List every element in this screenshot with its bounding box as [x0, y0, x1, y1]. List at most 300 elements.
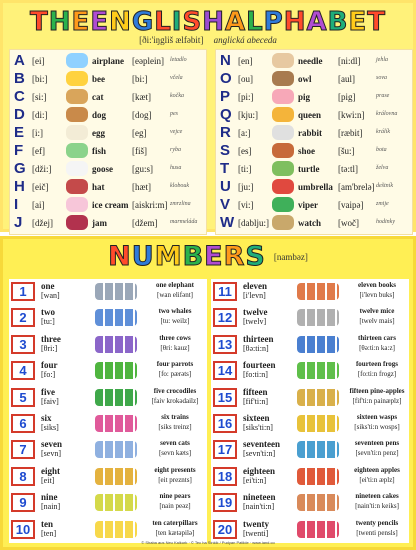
alphabet-row [10, 178, 206, 196]
translation: želva [376, 165, 389, 171]
alphabet-title-letter: A [224, 7, 247, 37]
number-phonetic: [ten] [41, 528, 57, 538]
illustration-icon [66, 89, 88, 104]
numbers-title [3, 241, 413, 275]
letter-phonetic: [bi:] [32, 74, 48, 84]
number-box: 4 [11, 361, 35, 380]
letter-phonetic: [i:] [32, 128, 43, 138]
word-phonetic: [gu:s] [132, 164, 153, 174]
letter-phonetic: [vi:] [238, 200, 254, 210]
letter-phonetic: [eič] [32, 182, 49, 192]
letter: D [14, 106, 25, 123]
word-phonetic: [pig] [338, 92, 356, 102]
illustration-icon [297, 336, 339, 353]
word-phonetic: [kwi:n] [338, 110, 365, 120]
number-box: 6 [11, 414, 35, 433]
number-row [211, 305, 409, 331]
word-phonetic: [aul] [338, 74, 355, 84]
word-phonetic: [bi:] [132, 74, 148, 84]
letter: I [14, 196, 19, 213]
illustration-icon [272, 71, 294, 86]
numbers-title-letter: B [182, 241, 205, 272]
translation: jehla [376, 57, 388, 63]
letter-phonetic: [en] [238, 56, 253, 66]
phrase: nine pears [159, 492, 191, 501]
number-word: three [41, 333, 61, 344]
number-phonetic: [eit] [41, 475, 55, 485]
word: umbrella [298, 182, 333, 192]
numbers-title-letter: U [131, 241, 155, 272]
numbers-title-letter: S [245, 241, 266, 272]
phrase-phonetic: [nain peəz] [159, 502, 191, 511]
alphabet-row [216, 124, 412, 142]
alphabet-row [216, 214, 412, 232]
word: hat [92, 182, 105, 192]
alphabet-subtitle-phonetic: [ði:'iŋgliš ælfəbit] [139, 35, 204, 45]
illustration-icon [95, 521, 137, 538]
phrase: twenty pencils [355, 518, 399, 527]
alphabet-row [216, 142, 412, 160]
translation: deštník [376, 183, 393, 189]
translation: klobouk [170, 183, 189, 189]
alphabet-row [10, 124, 206, 142]
illustration-icon [66, 179, 88, 194]
illustration-icon [272, 215, 294, 230]
translation: ryba [170, 147, 181, 153]
illustration-icon [66, 125, 88, 140]
alphabet-title-letter: L [246, 7, 264, 37]
number-word: six [41, 413, 52, 423]
number-row [211, 332, 409, 358]
letter-phonetic: [pi:] [238, 92, 254, 102]
word-phonetic: [ni:dl] [338, 56, 361, 66]
numbers-column-left [9, 279, 207, 543]
illustration-icon [272, 53, 294, 68]
number-word: ten [41, 518, 53, 529]
number-box: 1 [11, 282, 35, 301]
alphabet-title-letter: G [131, 7, 155, 37]
alphabet-row [10, 214, 206, 232]
phrase-phonetic: [θri: kauz] [160, 343, 190, 352]
alphabet-row [216, 52, 412, 70]
word: ice cream [92, 200, 129, 210]
illustration-icon [297, 494, 339, 511]
translation: marmeláda [170, 219, 198, 225]
phrase-phonetic: [θə:ti:n ka:z] [359, 343, 395, 352]
number-box: 5 [11, 388, 35, 407]
illustration-icon [95, 362, 137, 379]
word: watch [298, 218, 321, 228]
letter: R [220, 124, 231, 141]
word: shoe [298, 146, 316, 156]
letter: P [220, 88, 231, 105]
phrase: thirteen cars [358, 333, 396, 342]
number-word: eighteen [243, 465, 275, 476]
letter: B [14, 70, 25, 87]
letter-phonetic: [es] [238, 146, 252, 156]
letter: J [14, 214, 23, 231]
illustration-icon [272, 143, 294, 158]
number-phonetic: [fo:] [41, 370, 56, 380]
number-box: 3 [11, 335, 35, 354]
word: dog [92, 110, 107, 120]
letter-phonetic: [džej] [32, 218, 53, 228]
alphabet-title-letter: I [171, 7, 183, 37]
number-row [9, 411, 207, 437]
number-box: 18 [213, 467, 237, 486]
number-box: 7 [11, 440, 35, 459]
alphabet-row [216, 160, 412, 178]
illustration-icon [95, 389, 137, 406]
letter: O [220, 70, 232, 87]
phrase: fifteen pine-apples [349, 386, 405, 395]
numbers-title-letter: R [223, 241, 246, 272]
number-word: fourteen [243, 360, 276, 371]
word-phonetic: [vaipə] [338, 200, 364, 210]
illustration-icon [272, 161, 294, 176]
word: fish [92, 146, 107, 156]
phrase-phonetic: [tu: weilz] [160, 317, 190, 326]
word: needle [298, 56, 323, 66]
letter-phonetic: [kju:] [238, 110, 258, 120]
translation: bota [376, 147, 387, 153]
number-phonetic: [fo:ti:n] [243, 370, 268, 380]
illustration-icon [66, 197, 88, 212]
number-word: seventeen [243, 439, 280, 450]
number-phonetic: [nain] [41, 502, 61, 512]
alphabet-subtitle-translation: anglická abeceda [213, 35, 277, 45]
phrase: six trains [161, 413, 189, 421]
number-word: nine [41, 492, 58, 503]
letter: H [14, 178, 25, 195]
number-word: fifteen [243, 386, 268, 397]
letter-phonetic: [ti:] [238, 164, 252, 174]
word-phonetic: [eg] [132, 128, 147, 138]
phrase-phonetic: [siks'ti:n wosps] [354, 423, 400, 431]
word: egg [92, 128, 105, 138]
alphabet-row [10, 160, 206, 178]
phrase: two whales [158, 307, 192, 316]
alphabet-subtitle [3, 35, 413, 45]
phrase: seven cats [160, 439, 190, 448]
number-row [211, 517, 409, 543]
number-phonetic: [wan] [41, 291, 60, 300]
letter-phonetic: [ju:] [238, 182, 254, 192]
number-phonetic: [sevn'ti:n] [243, 449, 276, 459]
illustration-icon [272, 179, 294, 194]
phrase-phonetic: [twenti pensls] [356, 528, 398, 537]
phrase-phonetic: [fo:ti:n frogz] [357, 370, 397, 379]
number-word: twelve [243, 307, 268, 318]
phrase-phonetic: [sevn'ti:n penz] [355, 449, 399, 458]
translation: pes [170, 111, 178, 117]
letter: A [14, 52, 25, 69]
number-box: 2 [11, 308, 35, 327]
alphabet-poster [0, 0, 416, 232]
phrase: eighteen apples [354, 465, 400, 474]
alphabet-row [10, 196, 206, 214]
word: turtle [298, 164, 320, 174]
number-phonetic: [i'levn] [243, 291, 266, 300]
alphabet-title-letter: L [154, 7, 172, 37]
alphabet-row [216, 106, 412, 124]
translation: zmije [376, 201, 389, 207]
number-word: eight [41, 465, 60, 476]
illustration-icon [95, 336, 137, 353]
number-word: thirteen [243, 333, 274, 344]
phrase-phonetic: [fo: pærəts] [158, 370, 192, 379]
word: jam [92, 218, 107, 228]
phrase: twelve mice [359, 307, 395, 316]
number-phonetic: [faiv] [41, 396, 59, 406]
word-phonetic: [šu:] [338, 146, 355, 156]
number-word: eleven [243, 281, 267, 291]
translation: kočka [170, 93, 184, 99]
word: bee [92, 74, 105, 84]
alphabet-row [216, 70, 412, 88]
number-word: twenty [243, 518, 269, 529]
letter: E [14, 124, 25, 141]
translation: husa [170, 165, 182, 171]
letter-phonetic: [di:] [32, 110, 48, 120]
translation: vejce [170, 129, 183, 135]
number-word: four [41, 360, 58, 371]
illustration-icon [95, 309, 137, 326]
word-phonetic: [džem] [132, 218, 158, 228]
word-phonetic: [hæt] [132, 182, 151, 192]
alphabet-title-letter: B [327, 7, 349, 37]
word-phonetic: [woč] [338, 218, 359, 228]
alphabet-column-left [9, 49, 207, 235]
letter: U [220, 178, 231, 195]
number-box: 8 [11, 467, 35, 486]
number-word: two [41, 307, 55, 318]
number-row [211, 385, 409, 411]
letter-phonetic: [ef] [32, 146, 45, 156]
number-row [211, 411, 409, 437]
phrase-phonetic: [eit preznts] [158, 475, 192, 484]
illustration-icon [297, 521, 339, 538]
translation: zmrzlina [170, 201, 191, 207]
letter: F [14, 142, 24, 159]
translation: králík [376, 129, 390, 135]
numbers-title-letter: N [108, 241, 132, 272]
illustration-icon [66, 53, 88, 68]
word: pig [298, 92, 311, 102]
phrase-phonetic: [twelv mais] [359, 317, 395, 326]
footer-credits: © Shaba aus Neu Kalkurk · © Tec ha Sinkik / Pudyan Patlide · www.iand.co [141, 540, 275, 545]
illustration-icon [95, 415, 137, 432]
numbers-title-letter: E [204, 241, 224, 272]
letter-phonetic: [dablju:] [238, 218, 269, 228]
number-row [9, 279, 207, 305]
alphabet-row [216, 178, 412, 196]
letter: T [220, 160, 230, 177]
alphabet-row [216, 196, 412, 214]
number-box: 12 [213, 308, 237, 327]
word-phonetic: [aiskri:m] [132, 200, 168, 210]
illustration-icon [66, 107, 88, 122]
letter-phonetic: [si:] [32, 92, 47, 102]
number-phonetic: [fif'ti:n] [243, 396, 268, 406]
number-box: 19 [213, 493, 237, 512]
phrase: eleven books [358, 281, 396, 289]
alphabet-title-letter: A [306, 7, 328, 37]
alphabet-title-letter: E [71, 7, 91, 37]
word-phonetic: [eəplein] [132, 56, 164, 66]
illustration-icon [95, 468, 137, 485]
illustration-icon [297, 362, 339, 379]
alphabet-row [10, 142, 206, 160]
alphabet-title-letter: H [283, 7, 307, 37]
number-row [211, 279, 409, 305]
word-phonetic: [ræbit] [338, 128, 363, 138]
phrase-phonetic: [nain'ti:n keiks] [355, 502, 399, 511]
alphabet-title-letter: T [30, 7, 49, 37]
phrase: fourteen frogs [355, 360, 399, 369]
alphabet-row [10, 52, 206, 70]
word: rabbit [298, 128, 323, 138]
phrase: four parrots [156, 360, 194, 369]
illustration-icon [95, 283, 137, 300]
number-phonetic: [θri:] [41, 343, 58, 353]
alphabet-row [10, 106, 206, 124]
translation: sova [376, 75, 387, 81]
number-word: seven [41, 439, 62, 450]
letter: G [14, 160, 26, 177]
phrase: sixteen wasps [356, 413, 398, 421]
number-word: nineteen [243, 492, 276, 503]
illustration-icon [272, 89, 294, 104]
number-phonetic: [tu:] [41, 317, 55, 327]
illustration-icon [297, 309, 339, 326]
number-phonetic: [twenti] [243, 528, 269, 538]
alphabet-title-letter: N [109, 7, 132, 37]
numbers-title-letter: M [154, 241, 183, 272]
number-row [9, 437, 207, 463]
letter-phonetic: [ei] [32, 56, 45, 66]
letter: C [14, 88, 25, 105]
number-box: 16 [213, 414, 237, 433]
alphabet-title-letter: P [263, 7, 284, 37]
number-word: five [41, 386, 55, 397]
number-box: 13 [213, 335, 237, 354]
number-row [211, 490, 409, 516]
alphabet-title-letter: E [348, 7, 368, 37]
illustration-icon [297, 468, 339, 485]
number-row [9, 385, 207, 411]
number-row [9, 464, 207, 490]
word-phonetic: [dog] [132, 110, 152, 120]
numbers-title-phonetic: [nambəz] [273, 251, 308, 262]
alphabet-row [10, 88, 206, 106]
illustration-icon [66, 215, 88, 230]
number-row [211, 437, 409, 463]
number-row [9, 517, 207, 543]
word-phonetic: [kæt] [132, 92, 151, 102]
phrase: five crocodiles [153, 386, 197, 395]
number-phonetic: [siks] [41, 423, 59, 432]
phrase-phonetic: [ten kætəpilə] [155, 528, 195, 537]
illustration-icon [297, 389, 339, 406]
phrase: seventeen pens [354, 439, 400, 448]
phrase-phonetic: [ei'ti:n æplz] [359, 475, 395, 484]
letter: N [220, 52, 231, 69]
phrase-phonetic: [i'levn buks] [359, 291, 395, 299]
letter-phonetic: [ai] [32, 200, 45, 210]
numbers-column-right [211, 279, 409, 543]
word-phonetic: [fiš] [132, 146, 147, 156]
number-row [9, 490, 207, 516]
illustration-icon [95, 494, 137, 511]
number-row [9, 332, 207, 358]
illustration-icon [66, 71, 88, 86]
phrase: nineteen cakes [355, 492, 399, 501]
alphabet-title-letter: H [48, 7, 72, 37]
illustration-icon [272, 197, 294, 212]
word: viper [298, 200, 318, 210]
word: goose [92, 164, 113, 174]
word-phonetic: [am'brelə] [338, 182, 375, 192]
phrase: three cows [159, 333, 191, 342]
number-box: 17 [213, 440, 237, 459]
number-row [211, 464, 409, 490]
translation: hodinky [376, 219, 395, 225]
alphabet-column-right [215, 49, 413, 235]
number-phonetic: [twelv] [243, 317, 267, 327]
letter: V [220, 196, 231, 213]
alphabet-title-letter: S [182, 7, 203, 37]
phrase-phonetic: [faiv krokədailz] [151, 396, 199, 405]
word: airplane [92, 56, 125, 66]
phrase: ten caterpillars [152, 518, 198, 527]
translation: včela [170, 75, 183, 81]
alphabet-row [216, 88, 412, 106]
translation: prase [376, 93, 390, 99]
phrase: eight presents [154, 465, 196, 474]
alphabet-title-letter: T [367, 7, 386, 37]
word: queen [298, 110, 322, 120]
number-box: 9 [11, 493, 35, 512]
number-row [211, 358, 409, 384]
number-box: 11 [213, 282, 237, 301]
letter: S [220, 142, 231, 159]
word-phonetic: [tə:tl] [338, 164, 358, 174]
letter-phonetic: [dži:] [32, 164, 52, 174]
number-phonetic: [siks'ti:n] [243, 423, 273, 432]
illustration-icon [297, 441, 339, 458]
number-word: sixteen [243, 413, 270, 423]
number-row [9, 305, 207, 331]
illustration-icon [272, 125, 294, 140]
illustration-icon [297, 283, 339, 300]
phrase-phonetic: [fif'ti:n painæplz] [352, 396, 402, 405]
number-row [9, 358, 207, 384]
phrase-phonetic: [siks treinz] [158, 423, 192, 431]
number-box: 20 [213, 520, 237, 539]
number-word: one [41, 281, 55, 291]
illustration-icon [66, 161, 88, 176]
phrase: one elephant [156, 281, 194, 289]
translation: letadlo [170, 57, 187, 63]
phrase-phonetic: [wan elifənt] [157, 291, 193, 299]
alphabet-row [10, 70, 206, 88]
letter: Q [220, 106, 232, 123]
numbers-poster [0, 236, 416, 550]
letter-phonetic: [a:] [238, 128, 251, 138]
illustration-icon [297, 415, 339, 432]
translation: královna [376, 111, 398, 117]
